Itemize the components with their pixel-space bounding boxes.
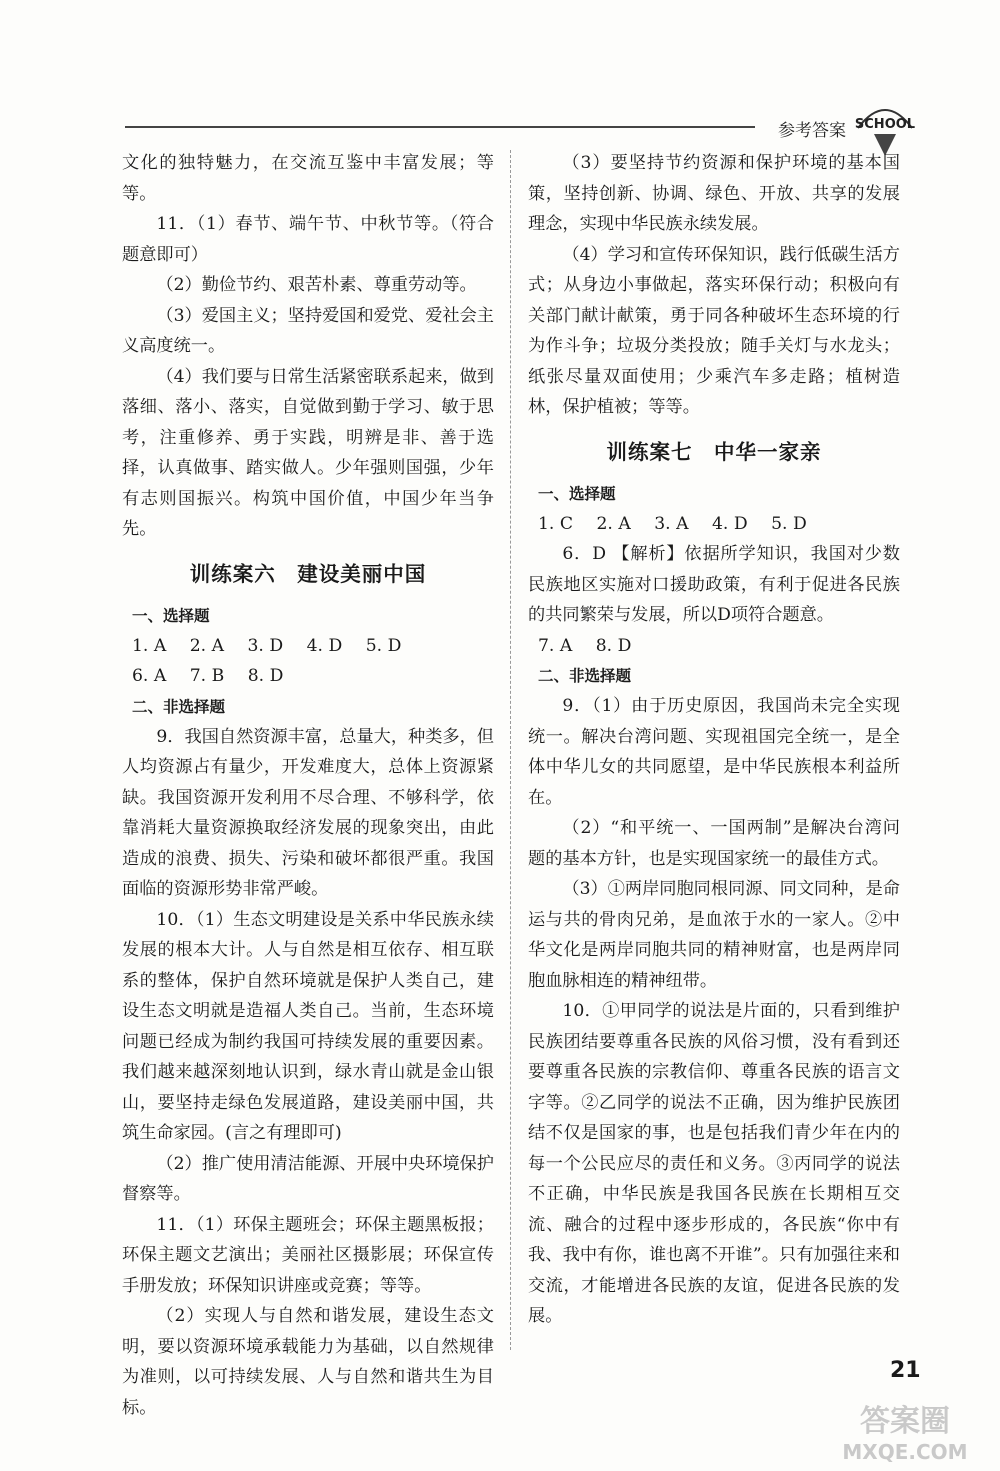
section-title-6: 训练案六 建设美丽中国	[189, 561, 427, 586]
answer-paragraph: 9．我国自然资源丰富，总量大，种类多，但人均资源占有量少，开发难度大，总体上资源紧缺。我国资源开发利用不尽合理、不够科学，依靠消耗大量资源换取经济发展的现象突出，由此造成的浪费、损失、污染和破坏都很严重。我国面临的资源形势非常严峻。	[122, 726, 494, 899]
right-column	[528, 148, 900, 1332]
nonchoice-heading: 二、非选择题	[538, 667, 632, 685]
choice-answer: 8. D	[595, 635, 632, 656]
choice-answers-row	[122, 631, 494, 662]
header-title: 参考答案	[778, 121, 846, 141]
left-top-para-4: （4）我们要与日常生活紧密联系起来，做到落细、落小、落实，自觉做到勤于学习、敏于思考，注重修养、勇于实践，明辨是非、善于选择，认真做事、踏实做人。少年强则国强，少年有志则国振兴。构筑中国价值，中国少年当争先。	[122, 366, 494, 539]
answer-paragraph: （3）①两岸同胞同根同源、同文同种，是命运与共的骨肉兄弟，是血浓于水的一家人。②中华文化是两岸同胞共同的精神财富，也是两岸同胞血脉相连的精神纽带。	[528, 879, 900, 991]
choice-answer: 1. C	[538, 513, 574, 534]
choice-answer: 5. D	[771, 513, 807, 534]
watermark-site: MXQE.COM	[842, 1440, 968, 1464]
choice-answer: 2. A	[596, 513, 631, 534]
choice-answer: 4. D	[306, 635, 343, 656]
answer-paragraph: 11．（1）环保主题班会；环保主题黑板报；环保主题文艺演出；美丽社区摄影展；环保宣传手册发放；环保知识讲座或竞赛；等等。	[122, 1214, 494, 1296]
choice-answer: 3. A	[654, 513, 689, 534]
answer-paragraph: 10．（1）生态文明建设是关系中华民族永续发展的根本大计。人与自然是相互依存、相互联系的整体，保护自然环境就是保护人类自己，建设生态文明就是造福人类自己。当前，生态环境问题已经成为制约我国可持续发展的重要因素。我们越来越深刻地认识到，绿水青山就是金山银山，要坚持走绿色发展道路，建设美丽中国，共筑生命家园。(言之有理即可)	[122, 909, 494, 1143]
page-number: 21	[890, 1358, 921, 1383]
answer-paragraph: （2）实现人与自然和谐发展，建设生态文明，要以资源环境承载能力为基础，以自然规律为准则，以可持续发展、人与自然和谐共生为目标。	[122, 1306, 494, 1418]
watermark-label: 答案圈	[860, 1404, 950, 1439]
choice-answer: 8. D	[247, 666, 284, 686]
choice-explanation: 6．D 【解析】依据所学知识，我国对少数民族地区实施对口援助政策，有利于促进各民族的共同繁荣与发展，所以D项符合题意。	[528, 544, 900, 625]
watermark-logo	[820, 1395, 990, 1465]
choice-answer: 2. A	[189, 635, 225, 656]
logo-text: SCHOOL	[854, 117, 916, 132]
answer-paragraph: （2）推广使用清洁能源、开展中央环境保护督察等。	[122, 1153, 494, 1204]
left-top-para-0: 文化的独特魅力，在交流互鉴中丰富发展；等等。	[122, 153, 494, 204]
choice-heading: 一、选择题	[132, 606, 210, 625]
choice-answer: 3. D	[247, 635, 284, 656]
section-title-7: 训练案七 中华一家亲	[606, 439, 822, 464]
choice-answers-row	[122, 661, 494, 692]
nonchoice-heading: 二、非选择题	[132, 697, 226, 716]
choice-answer: 4. D	[711, 513, 748, 534]
choice-answer: 7. B	[189, 666, 225, 686]
choice-heading: 一、选择题	[538, 484, 616, 503]
left-top-para-3: （3）爱国主义；坚持爱国和爱党、爱社会主义高度统一。	[122, 305, 494, 356]
left-top-para-2: （2）勤俭节约、艰苦朴素、尊重劳动等。	[156, 275, 477, 295]
answer-paragraph: 10．①甲同学的说法是片面的，只看到维护民族团结要尊重各民族的风俗习惯，没有看到还要尊重各民族的宗教信仰、尊重各民族的语言文字等。②乙同学的说法不正确，因为维护民族团结不仅是国家的事，也是包括我们青少年在内的每一个公民应尽的责任和义务。③丙同学的说法不正确，中华民族是我国各民族在长期相互交流、融合的过程中逐步形成的，各民族“你中有我、我中有你，谁也离不开谁”。只有加强往来和交流，才能增进各民族的友谊，促进各民族的发展。	[528, 1001, 900, 1326]
choice-answers-row	[528, 631, 900, 662]
right-top-para-1: （4）学习和宣传环保知识，践行低碳生活方式；从身边小事做起，落实环保行动；积极向有关部门献计献策，勇于同各种破坏生态环境的行为作斗争；垃圾分类投放；随手关灯与水龙头；纸张尽量双面使用；少乘汽车多走路；植树造林，保护植被；等等。	[528, 244, 900, 417]
answer-paragraph: 9．（1）由于历史原因，我国尚未完全实现统一。解决台湾问题、实现祖国完全统一，是全体中华儿女的共同愿望，是中华民族根本利益所在。	[528, 696, 900, 808]
answer-paragraph: （2）“和平统一、一国两制”是解决台湾问题的基本方针，也是实现国家统一的最佳方式。	[528, 818, 900, 869]
header-rule	[125, 126, 755, 128]
right-top-para-0: （3）要坚持节约资源和保护环境的基本国策，坚持创新、协调、绿色、开放、共享的发展理念，实现中华民族永续发展。	[528, 153, 900, 234]
column-divider	[510, 150, 511, 1350]
left-top-para-1: 11．（1）春节、端午节、中秋节等。（符合题意即可）	[122, 214, 494, 265]
choice-answer: 6. A	[132, 666, 167, 686]
left-column	[122, 148, 494, 1423]
choice-answer: 1. A	[132, 635, 167, 656]
choice-answers-row	[528, 509, 900, 540]
choice-answer: 7. A	[538, 635, 573, 656]
choice-answer: 5. D	[365, 635, 402, 656]
